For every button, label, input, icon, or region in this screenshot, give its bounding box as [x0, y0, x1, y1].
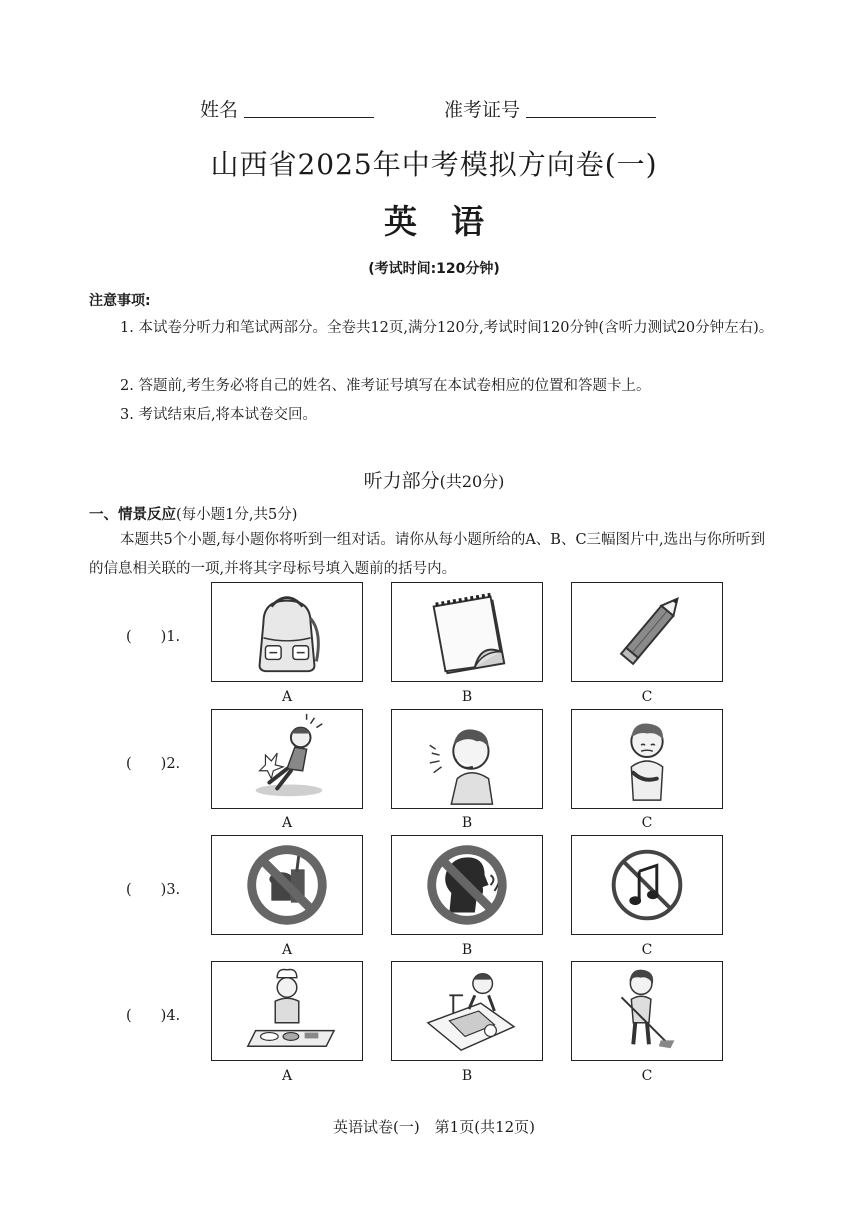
q1-option-a-label: A: [281, 689, 293, 705]
q3-option-a-label: A: [281, 942, 293, 958]
candidate-info-row: [0, 95, 868, 121]
hurt-leg-boy-icon: [212, 710, 362, 808]
q1-option-c-image[interactable]: [571, 582, 723, 682]
no-talking-sign-icon: [392, 836, 542, 934]
cooking-boy-icon: [212, 962, 362, 1060]
q3-option-a-image[interactable]: [211, 835, 363, 935]
section-points: (共20分): [439, 472, 505, 491]
backpack-icon: [212, 583, 362, 681]
exam-title: 山西省2025年中考模拟方向卷(一): [210, 148, 658, 181]
q2-option-b-image[interactable]: [391, 709, 543, 809]
sweeping-boy-icon: [572, 962, 722, 1060]
q3-option-b-label: B: [461, 942, 473, 958]
id-label: 准考证号: [444, 99, 521, 121]
no-music-sign-icon: [572, 836, 722, 934]
part-title: 一、情景反应: [89, 507, 176, 523]
q4-option-b-image[interactable]: [391, 961, 543, 1061]
q3-option-b-image[interactable]: [391, 835, 543, 935]
name-blank: [244, 117, 374, 118]
q1-option-a-image[interactable]: [211, 582, 363, 682]
part-one-heading: [89, 503, 297, 524]
part-instruction: 本题共5个小题,每小题你将听到一组对话。请你从每小题所给的A、B、C三幅图片中,选出与你所听到的信息相关联的一项,并将其字母标号填入题前的括号内。: [89, 532, 766, 577]
q1-option-c-label: C: [641, 689, 653, 705]
listening-section-heading: [0, 466, 868, 493]
q1-option-b-image[interactable]: [391, 582, 543, 682]
question-2-label: ( )2.: [126, 756, 181, 772]
q4-option-a-label: A: [281, 1068, 293, 1084]
q3-option-c-image[interactable]: [571, 835, 723, 935]
question-4-label: ( )4.: [126, 1008, 181, 1024]
no-food-sign-icon: [212, 836, 362, 934]
q1-option-b-label: B: [461, 689, 473, 705]
name-label: 姓名: [200, 99, 239, 121]
notice-heading: 注意事项:: [89, 293, 151, 309]
part-points: (每小题1分,共5分): [176, 507, 298, 523]
q2-option-b-label: B: [461, 815, 473, 831]
q3-option-c-label: C: [641, 942, 653, 958]
q4-option-c-label: C: [641, 1068, 653, 1084]
washing-dishes-boy-icon: [392, 962, 542, 1060]
notice-item-2: 2. 答题前,考生务必将自己的姓名、准考证号填写在本试卷相应的位置和答题卡上。: [120, 378, 651, 394]
subject-title: 英语: [384, 202, 518, 241]
notepad-icon: [392, 583, 542, 681]
exam-time: (考试时间:120分钟): [368, 261, 500, 277]
q2-option-a-image[interactable]: [211, 709, 363, 809]
pencil-icon: [572, 583, 722, 681]
q2-option-c-label: C: [641, 815, 653, 831]
q2-option-a-label: A: [281, 815, 293, 831]
section-title: 听力部分: [363, 470, 440, 492]
notice-item-1: 1. 本试卷分听力和笔试两部分。全卷共12页,满分120分,考试时间120分钟(含听力测试20分钟左右)。: [120, 320, 774, 336]
sneezing-man-icon: [392, 710, 542, 808]
id-blank: [526, 117, 656, 118]
page-footer: 英语试卷(一) 第1页(共12页): [332, 1118, 536, 1136]
stomachache-boy-icon: [572, 710, 722, 808]
q4-option-b-label: B: [461, 1068, 473, 1084]
question-1-label: ( )1.: [126, 629, 181, 645]
q2-option-c-image[interactable]: [571, 709, 723, 809]
q4-option-c-image[interactable]: [571, 961, 723, 1061]
q4-option-a-image[interactable]: [211, 961, 363, 1061]
notice-item-3: 3. 考试结束后,将本试卷交回。: [120, 407, 318, 423]
question-3-label: ( )3.: [126, 882, 181, 898]
